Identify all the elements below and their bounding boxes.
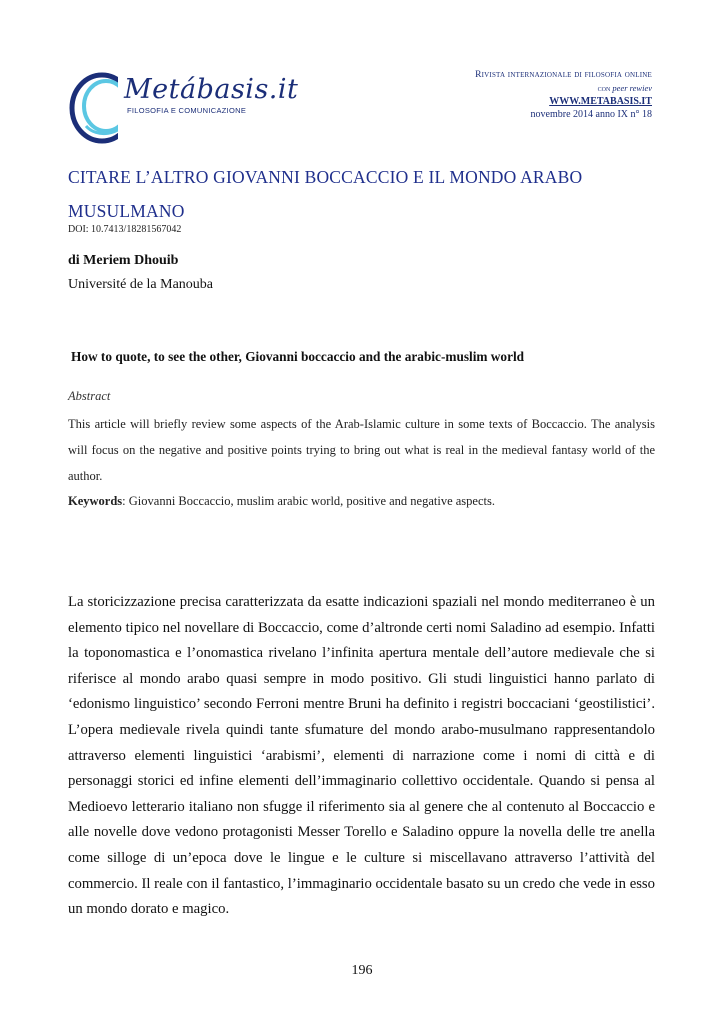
keywords-text: : Giovanni Boccaccio, muslim arabic world, positive and negative aspects. [122, 494, 495, 508]
keywords [68, 494, 495, 509]
doi: DOI: 10.7413/18281567042 [68, 224, 182, 235]
body-paragraph: La storicizzazione precisa caratterizzata da esatte indicazioni spaziali nel mondo mediterraneo è un elemento tipico nel novellare di Boccaccio, come d’altronde certi nomi Saladino ad esempio. Infatti la toponomastica e l’onomastica rivelano l’infinita apertura mentale dell’autore medievale che si riferisce al mondo arabo quasi sempre in modo positivo. Gli studi linguistici hanno parlato di ‘edonismo linguistico’ secondo Ferroni mentre Bruni ha definito i registri boccaciani ‘geostilistici’. L’opera medievale rivela quindi tante sfumature del mondo arabo-musulmano rappresentandolo attraverso elementi linguistici ‘arabismi’, elementi di narrazione come i nomi di città e di personaggi storici ed infine elementi dell’immaginario collettivo occidentale. Quando si pensa al Medioevo letterario italiano non sfugge il riferimento sia al genere che al contenuto al Boccaccio e alle novelle dove vedono protagonisti Messer Torello e Saladino oppure la novella delle tre anella come silloge di un’epoca dove le lingue e le culture si miscellavano attraverso l’attività del commercio. Il reale con il fantastico, l’immaginario occidentale basato su un credo che vede in esso un mondo dorato e magico. [68, 594, 655, 918]
journal-site-link[interactable]: WWW.METABASIS.IT [549, 96, 652, 107]
abstract-label: Abstract [68, 389, 111, 403]
logo-wordmark: Metábasis.it [124, 74, 299, 105]
logo-tagline: FILOSOFIA E COMUNICAZIONE [127, 106, 247, 115]
author-name: di Meriem Dhouib [68, 253, 179, 268]
page-number: 196 [351, 963, 373, 978]
english-title: How to quote, to see the other, Giovanni boccaccio and the arabic-muslim world [71, 349, 525, 364]
article-title-line1: CITARE L’ALTRO GIOVANNI BOCCACCIO E IL MONDO ARABO [68, 167, 583, 187]
keywords-label: Keywords [68, 494, 123, 508]
journal-name: Rivista internazionale di filosofia online [475, 70, 652, 80]
journal-logo [66, 66, 299, 150]
author-affiliation: Université de la Manouba [68, 277, 214, 292]
article-title-line2: MUSULMANO [68, 201, 185, 221]
article-title [68, 160, 658, 228]
journal-issue: novembre 2014 anno IX n° 18 [530, 109, 652, 120]
journal-info [475, 69, 652, 121]
abstract-text: This article will briefly review some aspects of the Arab-Islamic culture in some texts of Boccaccio. The analysis will focus on the negative and positive points trying to bring out what is real in the medieval fantasy world of the author. [68, 417, 655, 483]
journal-review-note: con peer rewiev [597, 83, 652, 93]
